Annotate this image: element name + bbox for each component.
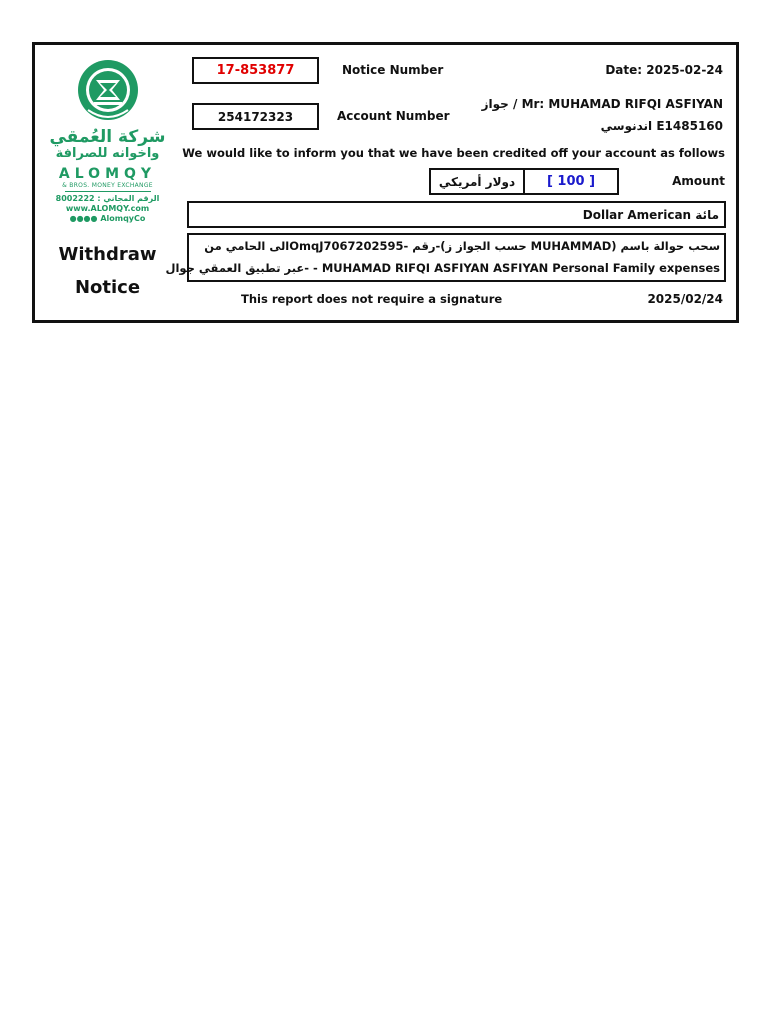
notice-number-box: 17-853877: [192, 57, 319, 84]
amount-value-box: [ 100 ]: [523, 168, 619, 195]
logo-social-handle: ●●●● AlomqyCo: [69, 214, 146, 223]
logo-website: www.ALOMQY.com: [65, 204, 150, 213]
customer-name: جواز / Mr: MUHAMAD RIFQI ASFIYAN: [481, 97, 723, 111]
logo-divider: [65, 191, 151, 192]
logo-english-name: ALOMQY: [58, 166, 157, 182]
social-icons: ●●●●: [69, 214, 101, 223]
description-line-2: MUHAMAD RIFQI ASFIYAN ASFIYAN Personal Family expenses - -عبر تطبيق العمقي جوال: [165, 261, 720, 275]
signature-note: This report does not require a signature: [241, 292, 503, 306]
logo-free-number: 8002222 : الرقم المجاني: [55, 194, 160, 203]
inform-text: We would like to inform you that we have been credited off your account as follows: [182, 146, 725, 160]
amount-currency-box: دولار أمريكي: [429, 168, 525, 195]
logo-english-sub: & BROS. MONEY EXCHANGE: [62, 182, 153, 189]
logo-arabic-name: شركة العُمقي: [49, 127, 166, 147]
alomqy-emblem-icon: [76, 58, 140, 124]
company-logo: [35, 128, 180, 224]
title-withdraw: Withdraw: [58, 244, 157, 265]
amount-label: Amount: [672, 174, 725, 188]
footer-date: 2025/02/24: [647, 292, 723, 306]
description-line-1: سحب حوالة باسم (MUHAMMAD حسب الجواز ز)-رقم -OmqJ7067202595الى الحامي من: [204, 239, 720, 253]
account-number-box: 254172323: [192, 103, 319, 130]
date-text: Date: 2025-02-24: [605, 63, 723, 77]
description-box: [165, 233, 726, 282]
notice-number-label: Notice Number: [342, 63, 444, 77]
amount-words-box: Dollar American مائة: [187, 201, 726, 228]
customer-passport: اندنوسي E1485160: [600, 119, 723, 133]
title-notice: Notice: [74, 277, 141, 298]
account-number-label: Account Number: [337, 109, 450, 123]
logo-arabic-sub: واخوانه للصرافة: [55, 146, 160, 161]
